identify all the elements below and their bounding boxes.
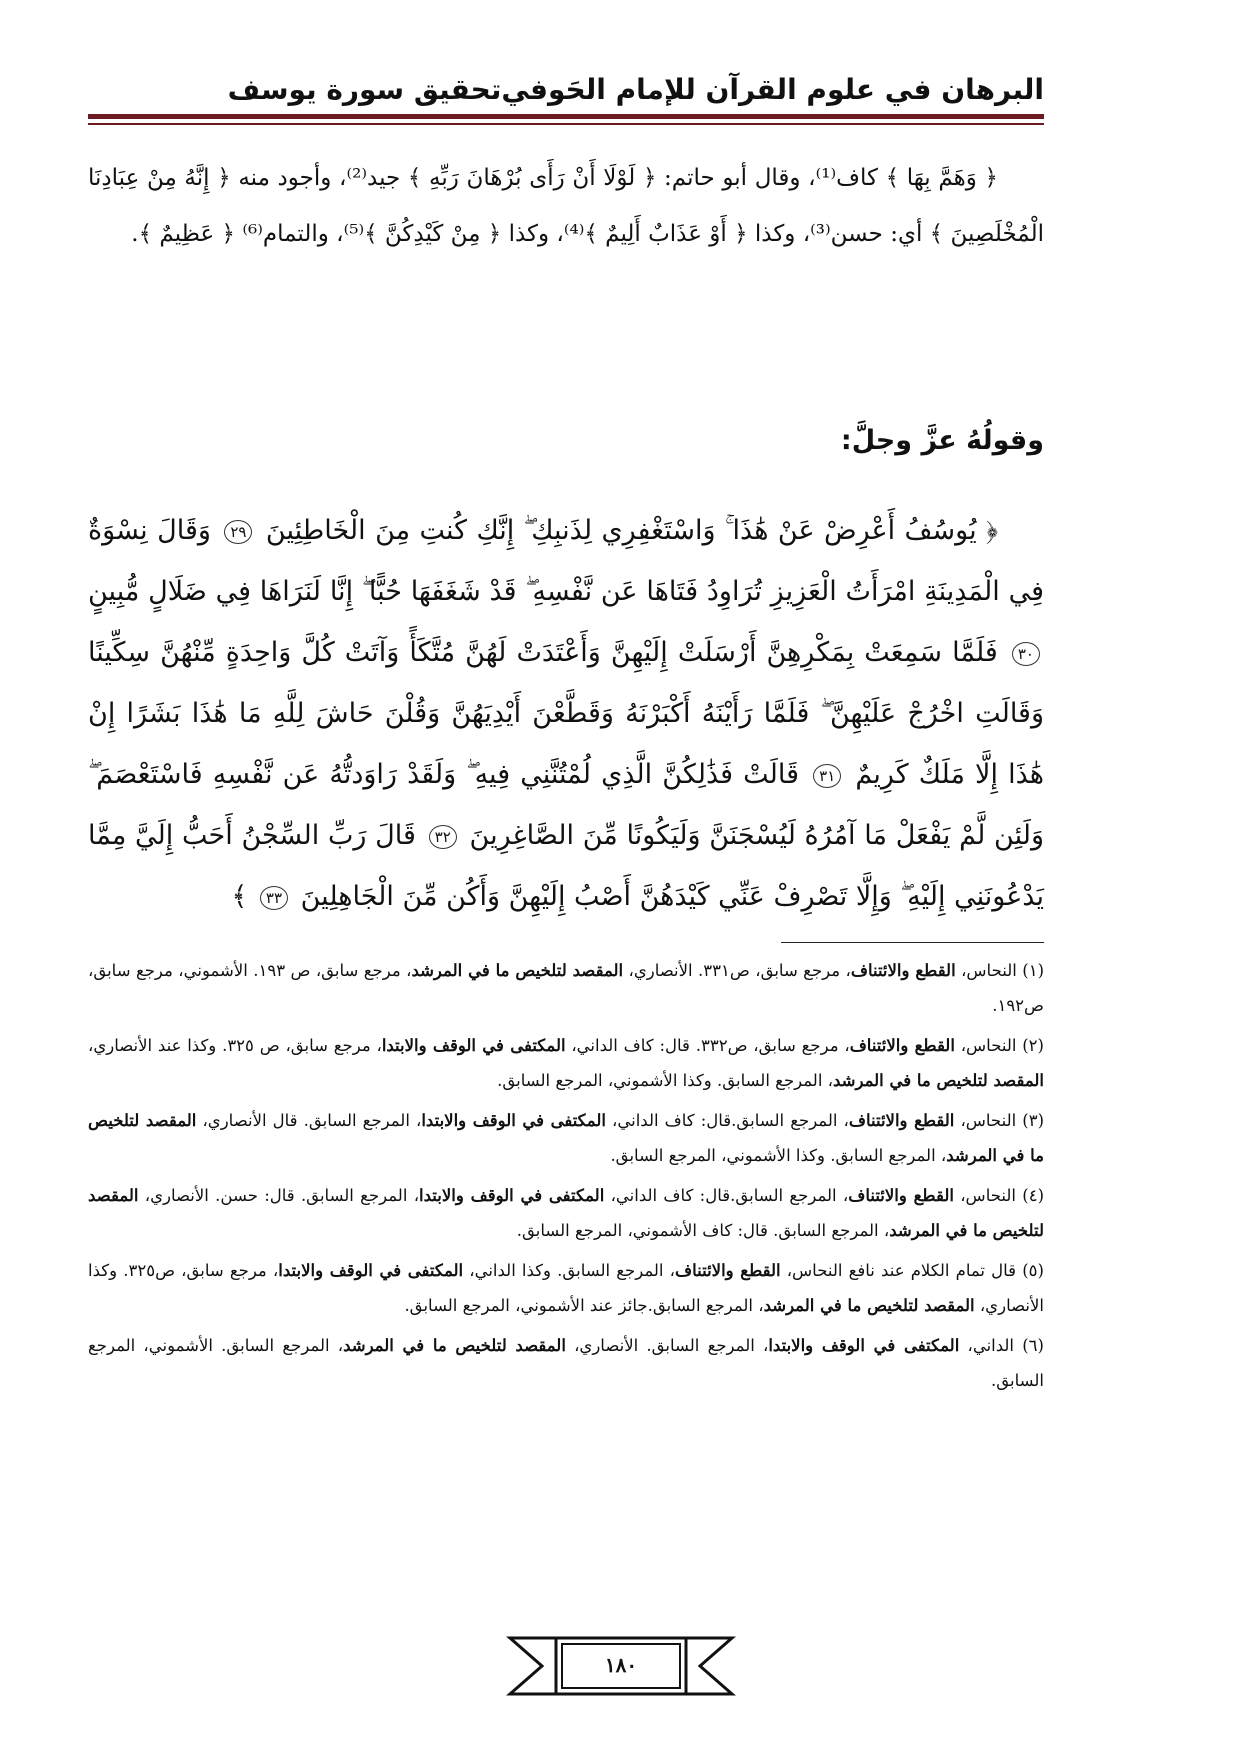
- footnote-number: (٢): [1016, 1036, 1044, 1055]
- paragraph-1: ﴿ وَهَمَّ بِهَا ﴾ كاف⁽¹⁾، وقال أبو حاتم: ﴿ لَوْلَا أَنْ رَأَى بُرْهَانَ رَبِّهِ ﴾ جيد⁽²⁾، وأجود منه ﴿ إِنَّهُ مِنْ عِبَادِنَا الْمُخْلَصِينَ ﴾ أي: حسن⁽³⁾، وكذا ﴿ أَوْ عَذَابٌ أَلِيمٌ ﴾⁽⁴⁾، وكذا ﴿ مِنْ كَيْدِكُنَّ ﴾⁽⁵⁾، والتمام⁽⁶⁾ ﴿ عَظِيمٌ ﴾.: [88, 165, 1044, 247]
- footnotes: [88, 954, 1044, 1404]
- footnote-source-title: القطع والائتناف: [848, 1111, 955, 1130]
- footnote-source-title: المكتفى في الوقف والابتدا: [421, 1111, 606, 1130]
- footnote-source-title: المقصد لتلخيص ما في المرشد: [88, 1111, 1044, 1165]
- footnote-source-title: المقصد لتلخيص ما في المرشد: [411, 961, 624, 980]
- ayah-number: ٣٠: [1012, 642, 1040, 666]
- footnote-number: (٦): [1014, 1336, 1044, 1355]
- footnote-text: ، المرجع السابق. قال الأنصاري،: [196, 1111, 422, 1130]
- footnote-source-title: المكتفى في الوقف والابتدا: [381, 1036, 566, 1055]
- footnote: [88, 1104, 1044, 1173]
- ayah-number: ٣٢: [429, 825, 457, 849]
- verse-text: قَالَ رَبِّ السِّجْنُ أَحَبُّ إِلَيَّ مِمَّا يَدْعُونَنِي إِلَيْهِ ۖ وَإِلَّا تَصْرِفْ عَنِّي كَيْدَهُنَّ أَصْبُ إِلَيْهِنَّ وَأَكُن مِّنَ الْجَاهِلِينَ: [88, 820, 1044, 912]
- footnote-text: ، المرجع السابق.قال: كاف الداني،: [605, 1111, 849, 1130]
- footnote-text: ، المرجع السابق. قال: حسن. الأنصاري،: [138, 1186, 420, 1205]
- footnote-number: (١): [1016, 961, 1044, 980]
- footnote: [88, 1029, 1044, 1098]
- ayah-number: ٣٣: [260, 886, 288, 910]
- footnote-number: (٤): [1015, 1186, 1045, 1205]
- footnote-text: النحاس،: [953, 1186, 1016, 1205]
- header-rule-thin: [88, 123, 1044, 125]
- footnote-text: ، المرجع السابق. قال: كاف الأشموني، المرجع السابق.: [516, 1220, 890, 1240]
- page-number: ١٨٠: [604, 1653, 638, 1677]
- footnote-text: ، المرجع السابق. الأشموني، المرجع السابق.: [88, 1336, 1044, 1390]
- footnote-text: النحاس،: [955, 961, 1017, 980]
- footnote-source-title: المكتفى في الوقف والابتدا: [768, 1336, 960, 1355]
- footnote-source-title: المقصد لتلخيص ما في المرشد: [88, 1186, 1044, 1240]
- footnote-text: ، المرجع السابق. الأنصاري،: [565, 1336, 769, 1355]
- quran-verses: [88, 500, 1044, 927]
- footnote-number: (٣): [1016, 1111, 1045, 1130]
- footnote-source-title: القطع والائتناف: [849, 1036, 955, 1055]
- footnote-separator: [781, 942, 1044, 943]
- footnote-text: ، المرجع السابق. وكذا الأشموني، المرجع السابق.: [497, 1070, 833, 1090]
- footnote-text: قال تمام الكلام عند نافع النحاس،: [780, 1261, 1017, 1280]
- body-text: [88, 150, 1044, 262]
- footnote-text: ، المرجع السابق.جائز عند الأشموني، المرجع السابق.: [404, 1295, 764, 1315]
- footnote-source-title: القطع والائتناف: [674, 1261, 781, 1280]
- ayah-number: ٣١: [813, 764, 841, 788]
- section-heading: وقولُهُ عزَّ وجلَّ:: [840, 425, 1044, 456]
- footnote-text: ، مرجع سابق، ص٣٢٥. وكذا الأنصاري،: [88, 1261, 1044, 1315]
- footnote: [88, 1254, 1044, 1323]
- footnote-source-title: المقصد لتلخيص ما في المرشد: [763, 1295, 975, 1315]
- running-header: [88, 64, 1044, 110]
- footnote: [88, 954, 1044, 1023]
- verse-text: وَقَالَ نِسْوَةٌ فِي الْمَدِينَةِ امْرَأَتُ الْعَزِيزِ تُرَاوِدُ فَتَاهَا عَن نَّفْسِهِ ۖ قَدْ شَغَفَهَا حُبًّا ۖ إِنَّا لَنَرَاهَا فِي ضَلَالٍ مُّبِينٍ: [88, 515, 1044, 607]
- footnote-text: ، المرجع السابق. وكذا الأشموني، المرجع السابق.: [610, 1145, 947, 1165]
- verse-text: ﴿ يُوسُفُ أَعْرِضْ عَنْ هَٰذَا ۚ وَاسْتَغْفِرِي لِذَنبِكِ ۖ إِنَّكِ كُنتِ مِنَ الْخَاطِئِينَ: [256, 515, 998, 546]
- footnote-text: ، مرجع سابق، ص٣٣٢. قال: كاف الداني،: [565, 1036, 850, 1055]
- footnote-source-title: المقصد لتلخيص ما في المرشد: [832, 1070, 1044, 1090]
- footnote-text: ، المرجع السابق.قال: كاف الداني،: [604, 1186, 849, 1205]
- footnote-source-title: القطع والائتناف: [848, 1186, 954, 1205]
- footnote-source-title: المقصد لتلخيص ما في المرشد: [343, 1336, 566, 1355]
- footnote-text: ، مرجع سابق، ص ٣٢٥. وكذا عند الأنصاري،: [88, 1036, 382, 1055]
- footnote-source-title: القطع والائتناف: [850, 961, 956, 980]
- footnote-text: ، مرجع سابق، ص ١٩٣. الأشموني، مرجع سابق، ص١٩٢.: [88, 961, 1044, 1015]
- footnote: [88, 1329, 1044, 1398]
- footnote-text: الداني،: [959, 1336, 1015, 1355]
- header-rule-thick: [88, 114, 1044, 119]
- book-title: البرهان في علوم القرآن للإمام الحَوفي: [501, 73, 1044, 106]
- verse-text: فَلَمَّا سَمِعَتْ بِمَكْرِهِنَّ أَرْسَلَتْ إِلَيْهِنَّ وَأَعْتَدَتْ لَهُنَّ مُتَّكَأً وَآتَتْ كُلَّ وَاحِدَةٍ مِّنْهُنَّ سِكِّينًا وَقَالَتِ اخْرُجْ عَلَيْهِنَّ ۖ فَلَمَّا رَأَيْنَهُ أَكْبَرْنَهُ وَقَطَّعْنَ أَيْدِيَهُنَّ وَقُلْنَ حَاشَ لِلَّهِ مَا هَٰذَا بَشَرًا إِنْ هَٰذَا إِلَّا مَلَكٌ كَرِيمٌ: [88, 637, 1044, 790]
- verse-close-bracket: ﴾: [231, 881, 248, 912]
- footnote-text: النحاس،: [954, 1111, 1017, 1130]
- footnote-source-title: المكتفى في الوقف والابتدا: [419, 1186, 605, 1205]
- section-title: تحقيق سورة يوسف: [227, 73, 502, 106]
- verse-text: قَالَتْ فَذَٰلِكُنَّ الَّذِي لُمْتُنَّنِي فِيهِ ۖ وَلَقَدْ رَاوَدتُّهُ عَن نَّفْسِهِ فَاسْتَعْصَمَ ۖ وَلَئِن لَّمْ يَفْعَلْ مَا آمُرُهُ لَيُسْجَنَنَّ وَلَيَكُونًا مِّنَ الصَّاغِرِينَ: [88, 759, 1044, 851]
- footnote-text: ، المرجع السابق. وكذا الداني،: [463, 1261, 675, 1280]
- footnote-number: (٥): [1016, 1261, 1044, 1280]
- footnote-source-title: المكتفى في الوقف والابتدا: [278, 1261, 464, 1280]
- footnote-text: النحاس،: [954, 1036, 1017, 1055]
- footnote-text: ، مرجع سابق، ص٣٣١. الأنصاري،: [623, 961, 851, 980]
- ayah-number: ٢٩: [224, 520, 252, 544]
- footnote: [88, 1179, 1044, 1248]
